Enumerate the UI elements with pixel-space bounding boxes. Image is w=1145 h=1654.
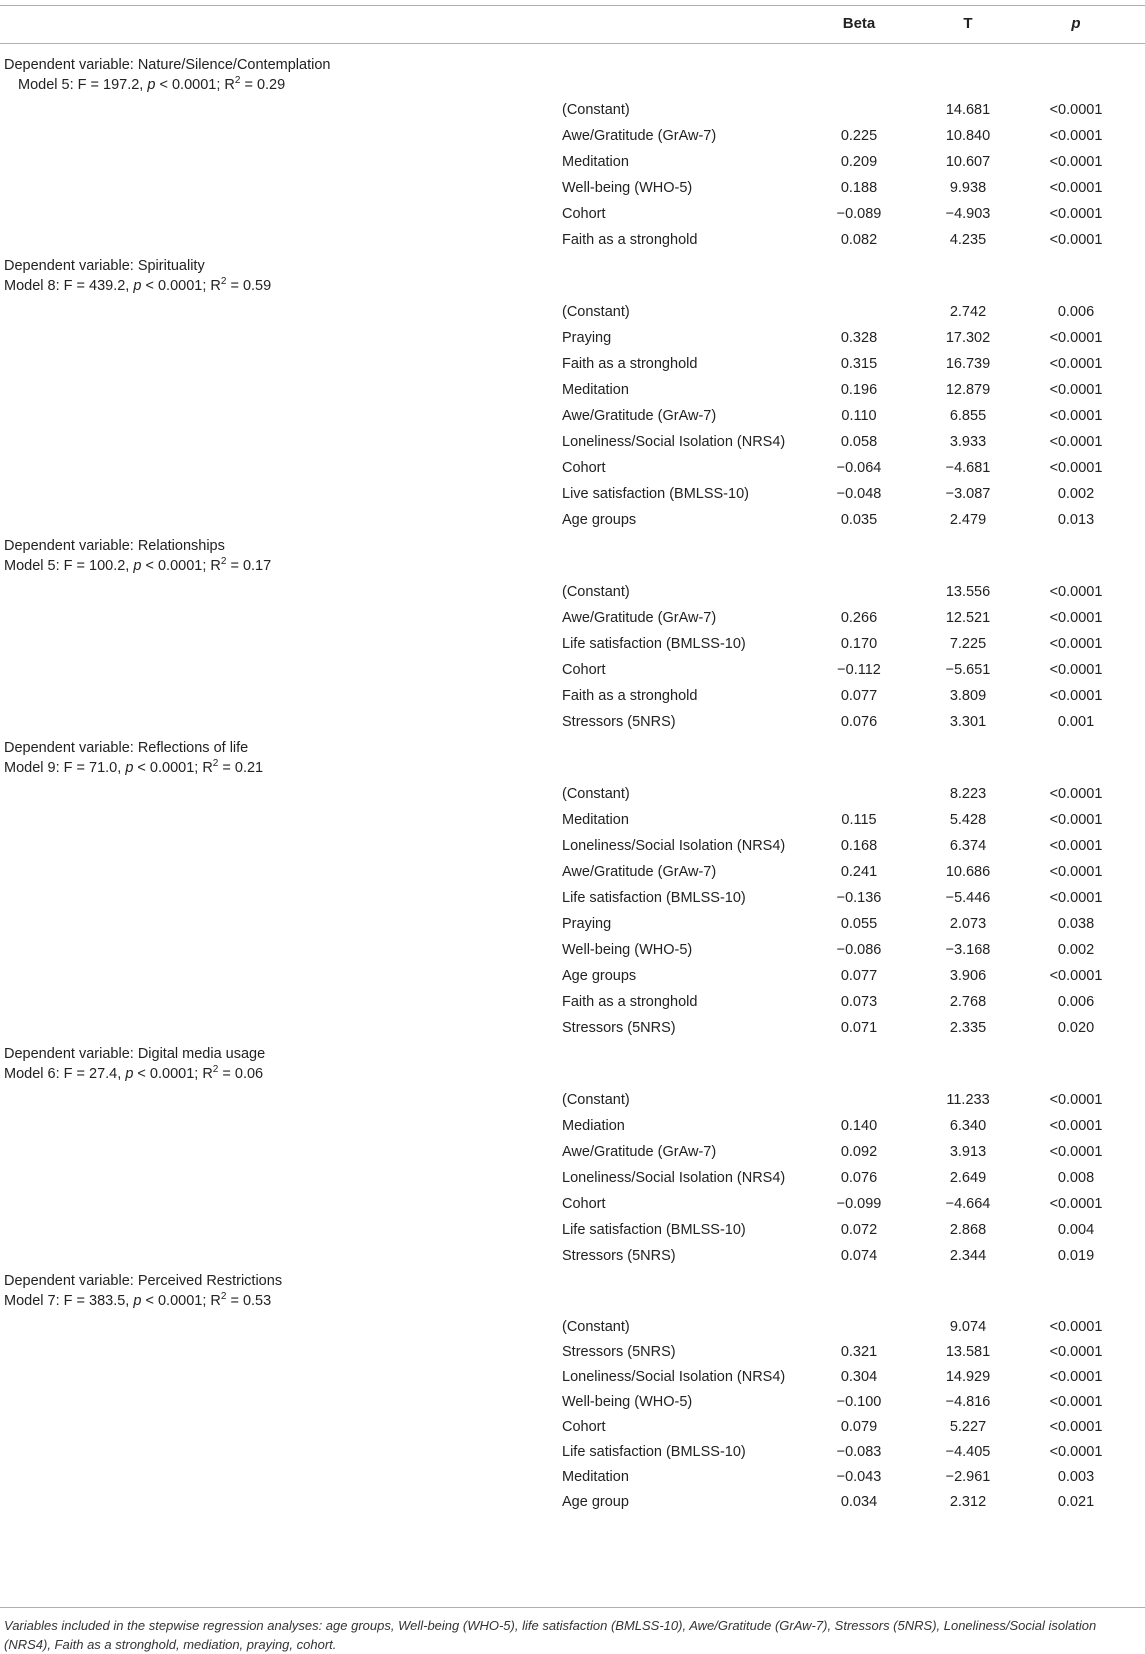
p-cell: 0.006 [1057,994,1095,1010]
model-p-value: < 0.0001; R [133,1066,213,1082]
p-cell: 0.020 [1057,1020,1095,1036]
beta-cell: −0.083 [836,1444,882,1460]
beta-cell: 0.110 [841,408,877,424]
model-p-symbol: p [133,1293,142,1309]
p-cell: 0.001 [1057,714,1095,730]
model-label: Model 7: F = 383.5, [4,1293,134,1309]
model-r-squared-sup: 2 [220,556,227,568]
p-cell: <0.0001 [1049,1319,1103,1335]
t-cell: 17.302 [945,330,991,346]
p-cell: <0.0001 [1049,1196,1103,1212]
model-r-squared-value: = 0.53 [226,1293,272,1309]
p-cell: <0.0001 [1049,154,1103,170]
beta-cell: 0.079 [840,1419,878,1435]
predictor-cell: Life satisfaction (BMLSS-10) [562,1444,746,1460]
predictor-cell: Faith as a stronghold [562,232,698,248]
predictor-cell: Cohort [562,1196,606,1212]
beta-cell: 0.170 [840,636,878,652]
t-cell: 10.840 [945,128,991,144]
model-r-squared-sup: 2 [212,1064,219,1076]
t-cell: 13.556 [945,584,991,600]
p-cell: <0.0001 [1049,610,1103,626]
p-cell: <0.0001 [1049,1344,1103,1360]
predictor-cell: Age group [562,1494,629,1510]
model-p-value: < 0.0001; R [141,558,221,574]
beta-cell: −0.136 [836,890,882,906]
dependent-variable-label: Dependent variable: Spirituality [4,258,205,274]
p-cell: <0.0001 [1049,382,1103,398]
t-cell: 2.073 [949,916,987,932]
model-r-squared-sup: 2 [220,1291,227,1303]
t-cell: 14.681 [945,102,991,118]
model-label: Model 6: F = 27.4, [4,1066,126,1082]
beta-cell: 0.328 [840,330,878,346]
p-cell: <0.0001 [1049,812,1103,828]
beta-cell: 0.140 [840,1118,878,1134]
predictor-cell: Stressors (5NRS) [562,1248,676,1264]
beta-cell: 0.073 [840,994,878,1010]
predictor-cell: Mediation [562,1118,625,1134]
t-cell: 2.768 [949,994,987,1010]
p-cell: 0.021 [1057,1494,1095,1510]
model-p-value: < 0.0001; R [141,278,221,294]
dependent-variable-label: Dependent variable: Perceived Restrictions [4,1273,283,1289]
model-r-squared-sup: 2 [212,758,219,770]
header-t: T [963,15,973,32]
t-cell: 3.809 [949,688,987,704]
predictor-cell: Awe/Gratitude (GrAw-7) [562,610,717,626]
p-cell: <0.0001 [1049,968,1103,984]
predictor-cell: Loneliness/Social Isolation (NRS4) [562,1170,786,1186]
p-cell: <0.0001 [1049,232,1103,248]
dependent-variable-label: Dependent variable: Digital media usage [4,1046,266,1062]
predictor-cell: Loneliness/Social Isolation (NRS4) [562,1369,786,1385]
t-cell: −3.168 [945,942,991,958]
p-cell: 0.013 [1057,512,1095,528]
dependent-variable-label: Dependent variable: Relationships [4,538,225,554]
beta-cell: 0.076 [840,714,878,730]
model-p-value: < 0.0001; R [155,77,235,93]
model-summary [4,278,271,294]
p-cell: <0.0001 [1049,890,1103,906]
t-cell: 2.868 [949,1222,987,1238]
t-cell: 5.227 [949,1419,987,1435]
t-cell: 2.479 [949,512,987,528]
p-cell: <0.0001 [1049,434,1103,450]
beta-cell: 0.115 [841,812,877,828]
predictor-cell: Cohort [562,460,606,476]
t-cell: 3.913 [949,1144,987,1160]
p-cell: <0.0001 [1049,1092,1103,1108]
p-cell: 0.038 [1057,916,1095,932]
predictor-cell: Faith as a stronghold [562,356,698,372]
beta-cell: 0.055 [840,916,878,932]
header-beta: Beta [842,15,876,32]
predictor-cell: Meditation [562,812,629,828]
p-cell: <0.0001 [1049,102,1103,118]
model-label: Model 5: F = 197.2, [18,77,148,93]
t-cell: −4.681 [945,460,991,476]
predictor-cell: Faith as a stronghold [562,688,698,704]
t-cell: 10.686 [945,864,991,880]
t-cell: 3.933 [949,434,987,450]
t-cell: 6.340 [949,1118,987,1134]
p-cell: <0.0001 [1049,1144,1103,1160]
model-p-value: < 0.0001; R [133,760,213,776]
p-cell: <0.0001 [1049,838,1103,854]
predictor-cell: Well-being (WHO-5) [562,1394,693,1410]
p-cell: <0.0001 [1049,356,1103,372]
beta-cell: −0.089 [836,206,882,222]
t-cell: −4.903 [945,206,991,222]
p-cell: <0.0001 [1049,662,1103,678]
t-cell: 2.742 [949,304,987,320]
beta-cell: −0.112 [837,662,881,678]
t-cell: 12.521 [945,610,991,626]
beta-cell: 0.266 [840,610,878,626]
t-cell: 16.739 [945,356,991,372]
predictor-cell: Well-being (WHO-5) [562,180,693,196]
beta-cell: 0.209 [840,154,878,170]
t-cell: 9.074 [949,1319,987,1335]
t-cell: −4.405 [945,1444,991,1460]
p-cell: <0.0001 [1049,636,1103,652]
beta-cell: 0.321 [840,1344,878,1360]
predictor-cell: Loneliness/Social Isolation (NRS4) [562,838,786,854]
t-cell: −5.651 [945,662,991,678]
p-cell: <0.0001 [1049,786,1103,802]
predictor-cell: Awe/Gratitude (GrAw-7) [562,408,717,424]
model-r-squared-sup: 2 [220,276,227,288]
model-r-squared-value: = 0.17 [226,558,272,574]
model-summary [4,1293,271,1309]
t-cell: 14.929 [945,1369,991,1385]
beta-cell: −0.100 [836,1394,882,1410]
predictor-cell: Meditation [562,154,629,170]
p-cell: 0.003 [1057,1469,1095,1485]
model-label: Model 8: F = 439.2, [4,278,134,294]
p-cell: <0.0001 [1049,1394,1103,1410]
predictor-cell: Stressors (5NRS) [562,1344,676,1360]
predictor-cell: (Constant) [562,102,630,118]
predictor-cell: Cohort [562,1419,606,1435]
predictor-cell: (Constant) [562,584,630,600]
beta-cell: 0.168 [840,838,878,854]
beta-cell: 0.072 [840,1222,878,1238]
beta-cell: −0.043 [836,1469,882,1485]
predictor-cell: Loneliness/Social Isolation (NRS4) [562,434,786,450]
predictor-cell: Cohort [562,206,606,222]
beta-cell: 0.071 [840,1020,878,1036]
table-top-rule [0,5,1145,6]
t-cell: 11.233 [946,1092,990,1108]
beta-cell: 0.092 [840,1144,878,1160]
predictor-cell: Age groups [562,512,637,528]
t-cell: 2.312 [949,1494,987,1510]
t-cell: 13.581 [945,1344,991,1360]
predictor-cell: (Constant) [562,304,630,320]
p-cell: 0.019 [1057,1248,1095,1264]
t-cell: 7.225 [949,636,987,652]
model-r-squared-value: = 0.29 [240,77,286,93]
beta-cell: −0.099 [836,1196,882,1212]
beta-cell: −0.086 [836,942,882,958]
p-cell: <0.0001 [1049,1369,1103,1385]
p-cell: <0.0001 [1049,1118,1103,1134]
t-cell: 3.906 [949,968,987,984]
model-p-value: < 0.0001; R [141,1293,221,1309]
p-cell: <0.0001 [1049,180,1103,196]
beta-cell: 0.074 [840,1248,878,1264]
predictor-cell: Awe/Gratitude (GrAw-7) [562,864,717,880]
beta-cell: 0.058 [840,434,878,450]
model-p-symbol: p [133,558,142,574]
model-label: Model 5: F = 100.2, [4,558,134,574]
predictor-cell: Life satisfaction (BMLSS-10) [562,890,746,906]
header-p: p [1071,15,1081,32]
beta-cell: −0.064 [836,460,882,476]
p-cell: 0.006 [1057,304,1095,320]
predictor-cell: Life satisfaction (BMLSS-10) [562,1222,746,1238]
table-footnote: Variables included in the stepwise regression analyses: age groups, Well-being (WHO-5), life satisfaction (BMLSS-10), Awe/Gratitude (GrAw-7), Stressors (5NRS), Loneliness/Social isolation (NRS4), Faith as a stronghold, mediation, praying, cohort. [4,1618,1097,1652]
beta-cell: −0.048 [836,486,882,502]
beta-cell: 0.034 [840,1494,878,1510]
beta-cell: 0.241 [840,864,878,880]
predictor-cell: Praying [562,916,612,932]
t-cell: 2.649 [949,1170,987,1186]
t-cell: −4.664 [945,1196,991,1212]
p-cell: <0.0001 [1049,206,1103,222]
beta-cell: 0.076 [840,1170,878,1186]
model-p-symbol: p [133,278,142,294]
p-cell: <0.0001 [1049,1444,1103,1460]
model-summary [18,77,285,93]
t-cell: 2.344 [949,1248,987,1264]
header-rule [0,43,1145,44]
predictor-cell: Stressors (5NRS) [562,1020,676,1036]
beta-cell: 0.196 [840,382,878,398]
predictor-cell: Well-being (WHO-5) [562,942,693,958]
t-cell: −4.816 [945,1394,991,1410]
model-p-symbol: p [147,77,156,93]
p-cell: 0.002 [1057,942,1095,958]
t-cell: 2.335 [949,1020,987,1036]
t-cell: 9.938 [949,180,987,196]
predictor-cell: Praying [562,330,612,346]
beta-cell: 0.035 [840,512,878,528]
p-cell: <0.0001 [1049,688,1103,704]
model-r-squared-value: = 0.21 [218,760,264,776]
p-cell: 0.004 [1057,1222,1095,1238]
predictor-cell: Awe/Gratitude (GrAw-7) [562,1144,717,1160]
beta-cell: 0.315 [840,356,878,372]
t-cell: 3.301 [949,714,987,730]
predictor-cell: Cohort [562,662,606,678]
beta-cell: 0.082 [840,232,878,248]
t-cell: 5.428 [949,812,987,828]
t-cell: −2.961 [945,1469,991,1485]
table-bottom-rule [0,1607,1145,1608]
t-cell: 4.235 [949,232,987,248]
model-r-squared-sup: 2 [234,75,241,87]
predictor-cell: Awe/Gratitude (GrAw-7) [562,128,717,144]
t-cell: 8.223 [949,786,987,802]
t-cell: 6.374 [949,838,987,854]
p-cell: <0.0001 [1049,864,1103,880]
p-cell: <0.0001 [1049,128,1103,144]
model-r-squared-value: = 0.59 [226,278,272,294]
t-cell: −5.446 [945,890,991,906]
p-cell: <0.0001 [1049,460,1103,476]
predictor-cell: Age groups [562,968,637,984]
predictor-cell: (Constant) [562,786,630,802]
model-p-symbol: p [125,760,134,776]
predictor-cell: Meditation [562,382,629,398]
predictor-cell: Stressors (5NRS) [562,714,676,730]
predictor-cell: Faith as a stronghold [562,994,698,1010]
p-cell: 0.002 [1057,486,1095,502]
beta-cell: 0.077 [840,688,878,704]
beta-cell: 0.225 [840,128,878,144]
predictor-cell: Live satisfaction (BMLSS-10) [562,486,749,502]
t-cell: 12.879 [945,382,991,398]
p-cell: 0.008 [1057,1170,1095,1186]
p-cell: <0.0001 [1049,1419,1103,1435]
predictor-cell: (Constant) [562,1092,630,1108]
beta-cell: 0.304 [840,1369,878,1385]
predictor-cell: Life satisfaction (BMLSS-10) [562,636,746,652]
t-cell: −3.087 [945,486,991,502]
predictor-cell: Meditation [562,1469,629,1485]
model-summary [4,1066,263,1082]
p-cell: <0.0001 [1049,408,1103,424]
beta-cell: 0.077 [840,968,878,984]
t-cell: 10.607 [945,154,991,170]
model-r-squared-value: = 0.06 [218,1066,264,1082]
model-p-symbol: p [125,1066,134,1082]
predictor-cell: (Constant) [562,1319,630,1335]
t-cell: 6.855 [949,408,987,424]
dependent-variable-label: Dependent variable: Reflections of life [4,740,249,756]
dependent-variable-label: Dependent variable: Nature/Silence/Contemplation [4,57,331,73]
p-cell: <0.0001 [1049,330,1103,346]
model-summary [4,760,263,776]
p-cell: <0.0001 [1049,584,1103,600]
model-summary [4,558,271,574]
beta-cell: 0.188 [840,180,878,196]
model-label: Model 9: F = 71.0, [4,760,126,776]
